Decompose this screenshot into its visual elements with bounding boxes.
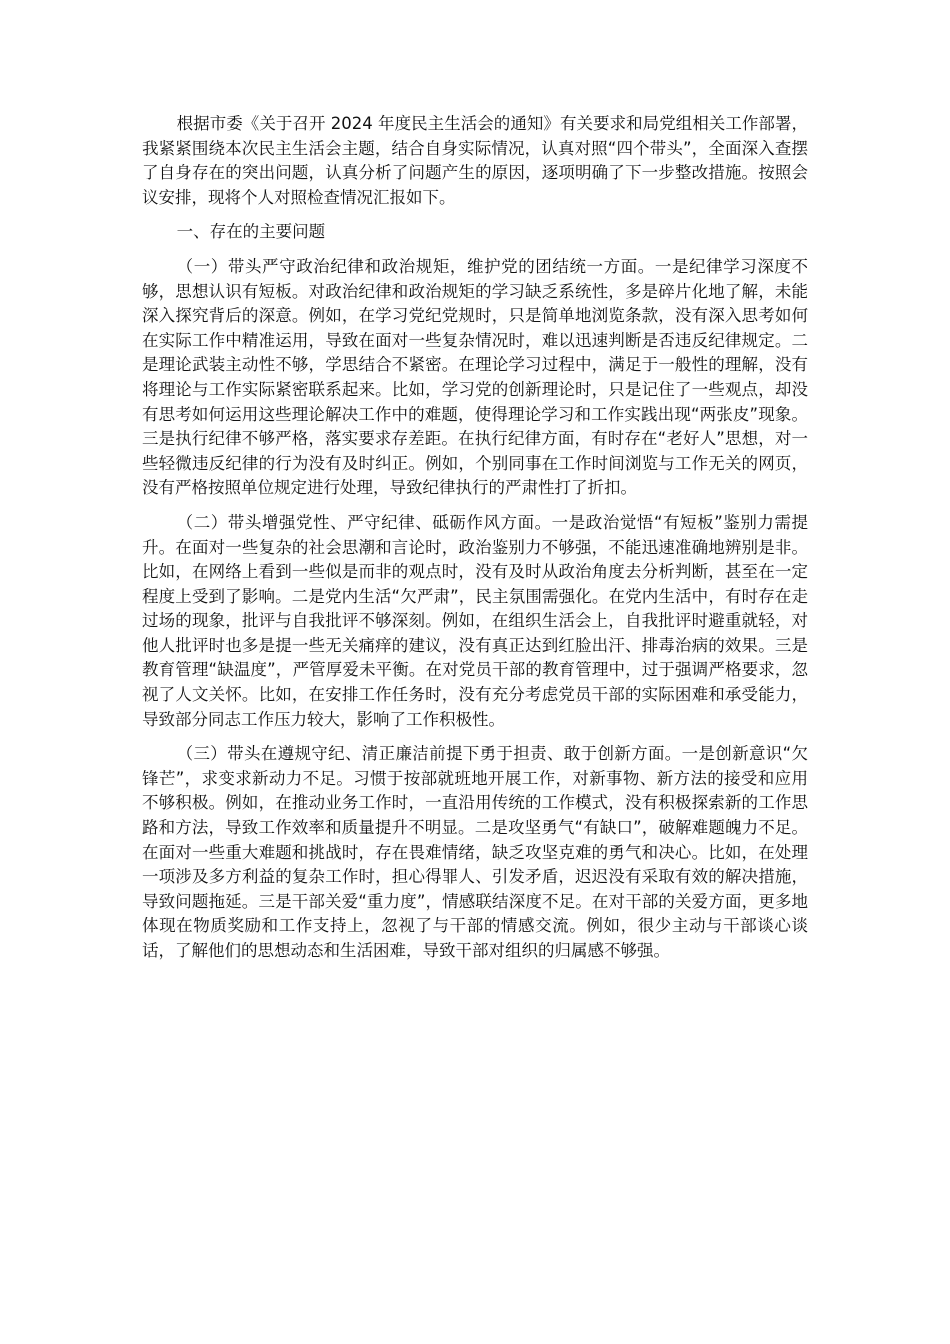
problem-paragraph-2: （二）带头增强党性、严守纪律、砥砺作风方面。一是政治觉悟“有短板”鉴别力需提升。在面对一些复杂的社会思潮和言论时，政治鉴别力不够强，不能迅速准确地辨别是非。比如，在网络上看到一些似是而非的观点时，没有及时从政治角度去分析判断，甚至在一定程度上受到了影响。二是党内生活“欠严肃”，民主氛围需强化。在党内生活中，有时存在走过场的现象，批评与自我批评不够深刻。例如，在组织生活会上，自我批评时避重就轻，对他人批评时也多是提一些无关痛痒的建议，没有真正达到红脸出汗、排毒治病的效果。三是教育管理“缺温度”，严管厚爱未平衡。在对党员干部的教育管理中，过于强调严格要求，忽视了人文关怀。比如，在安排工作任务时，没有充分考虑党员干部的实际困难和承受能力，导致部分同志工作压力较大，影响了工作积极性。 (142, 512, 808, 729)
intro-paragraph: 根据市委《关于召开 2024 年度民主生活会的通知》有关要求和局党组相关工作部署，我紧紧围绕本次民主生活会主题，结合自身实际情况，认真对照“四个带头”，全面深入查摆了自身存在的突出问题，认真分析了问题产生的原因，逐项明确了下一步整改措施。按照会议安排，现将个人对照检查情况汇报如下。 (142, 114, 808, 207)
problem-paragraph-1: （一）带头严守政治纪律和政治规矩，维护党的团结统一方面。一是纪律学习深度不够，思想认识有短板。对政治纪律和政治规矩的学习缺乏系统性，多是碎片化地了解，未能深入探究背后的深意。例如，在学习党纪党规时，只是简单地浏览条款，没有深入思考如何在实际工作中精准运用，导致在面对一些复杂情况时，难以迅速判断是否违反纪律规定。二是理论武装主动性不够，学思结合不紧密。在理论学习过程中，满足于一般性的理解，没有将理论与工作实际紧密联系起来。比如，学习党的创新理论时，只是记住了一些观点，却没有思考如何运用这些理论解决工作中的难题，使得理论学习和工作实践出现“两张皮”现象。三是执行纪律不够严格，落实要求存差距。在执行纪律方面，有时存在“老好人”思想，对一些轻微违反纪律的行为没有及时纠正。例如，个别同事在工作时间浏览与工作无关的网页，没有严格按照单位规定进行处理，导致纪律执行的严肃性打了折扣。 (142, 256, 808, 498)
document-page (142, 112, 808, 974)
section-heading: 一、存在的主要问题 (176, 222, 326, 242)
problem-paragraph-3: （三）带头在遵规守纪、清正廉洁前提下勇于担责、敢于创新方面。一是创新意识“欠锋芒”，求变求新动力不足。习惯于按部就班地开展工作，对新事物、新方法的接受和应用不够积极。例如，在推动业务工作时，一直沿用传统的工作模式，没有积极探索新的工作思路和方法，导致工作效率和质量提升不明显。二是攻坚勇气“有缺口”，破解难题魄力不足。在面对一些重大难题和挑战时，存在畏难情绪，缺乏攻坚克难的勇气和决心。比如，在处理一项涉及多方利益的复杂工作时，担心得罪人、引发矛盾，迟迟没有采取有效的解决措施，导致问题拖延。三是干部关爱“重力度”，情感联结深度不足。在对干部的关爱方面，更多地体现在物质奖励和工作支持上，忽视了与干部的情感交流。例如，很少主动与干部谈心谈话，了解他们的思想动态和生活困难，导致干部对组织的归属感不够强。 (142, 744, 808, 960)
